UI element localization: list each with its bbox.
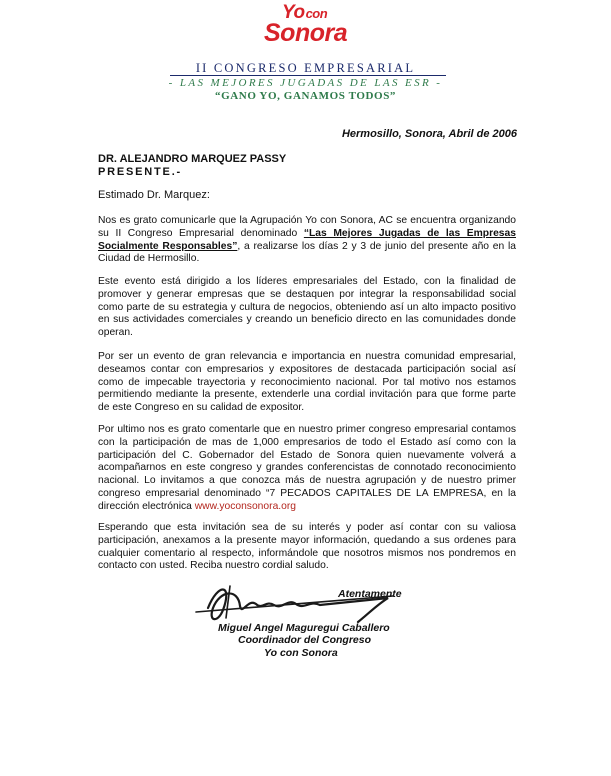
congress-slogan: “GANO YO, GANAMOS TODOS” [214, 90, 397, 102]
congress-subtitle: - LAS MEJORES JUGADAS DE LAS ESR - [168, 77, 443, 89]
recipient-note: PRESENTE.- [98, 166, 183, 178]
greeting: Estimado Dr. Marquez: [98, 189, 210, 201]
paragraph-4-text: Por ultimo nos es grato comentarle que en nuestro primer congreso empresarial contamos con la participación de mas de 1,000 empresarios de todo el Estado así como con la participación del C. Gobernador del Estado de Sonora quien nuevamente volverá a acompañarnos en este congreso y grandes conferencistas de connotado reconocimiento nacional. Lo invitamos a que conozca más de nuestra agrupación y de nuestro primer congreso empresarial denominado “7 PECADOS CAPITALES DE LA EMPRESA, en la dirección electrónica [98, 424, 516, 512]
yo-con-sonora-logo [262, 2, 362, 50]
paragraph-1 [98, 215, 516, 266]
letter-date: Hermosillo, Sonora, Abril de 2006 [341, 128, 517, 140]
recipient-name: DR. ALEJANDRO MARQUEZ PASSY [98, 153, 287, 165]
signer-role: Coordinador del Congreso [238, 634, 372, 646]
paragraph-5: Esperando que esta invitación sea de su interés y poder así contar con su valiosa participación, anexamos a la presente mayor información, quedando a sus ordenes para cualquier comentario al respecto, informándole que nosotros mismos nos pondremos en contacto con usted. Reciba nuestro cordial saludo. [98, 522, 516, 572]
paragraph-1-text-b: , a realizarse los días 2 y 3 de junio del presente año en la Ciudad de Hermosillo. [98, 240, 516, 265]
event-name: “Las Mejores Jugadas de las Empresas Socialmente Responsables” [98, 227, 516, 252]
handwritten-signature [178, 578, 418, 628]
logo-line1: Yocon [282, 2, 328, 23]
website-link[interactable]: www.yoconsonora.org [194, 500, 297, 512]
closing: Atentamente [338, 588, 402, 600]
paragraph-4 [98, 424, 516, 514]
paragraph-3: Por ser un evento de gran relevancia e importancia en nuestra comunidad empresarial, deseamos contar con empresarios y expositores de destacada participación social así como de impecable trayectoria y reconocimiento nacional. Por tal motivo nos estamos permitiendo mediante la presente, extenderle una cordial invitación para que forme parte de este Congreso en su calidad de expositor. [98, 351, 516, 414]
signer-organization: Yo con Sonora [264, 647, 338, 659]
signer-name: Miguel Angel Maguregui Caballero [218, 622, 390, 634]
header-divider [170, 75, 446, 76]
logo-line2: Sonora [264, 19, 348, 47]
paragraph-1-text-a: Nos es grato comunicarle que la Agrupación Yo con Sonora, AC se encuentra organizando su II Congreso Empresarial denominado [98, 215, 516, 239]
congress-title: II CONGRESO EMPRESARIAL [195, 61, 416, 75]
paragraph-2: Este evento está dirigido a los líderes empresariales del Estado, con la finalidad de promover y generar empresas que se destaquen por integrar la responsabilidad social como parte de su estrategia y cultura de negocios, obteniendo así un alto impacto positivo en sus actividades comerciales y creando un beneficio directo en las comunidades donde operan. [98, 276, 516, 339]
